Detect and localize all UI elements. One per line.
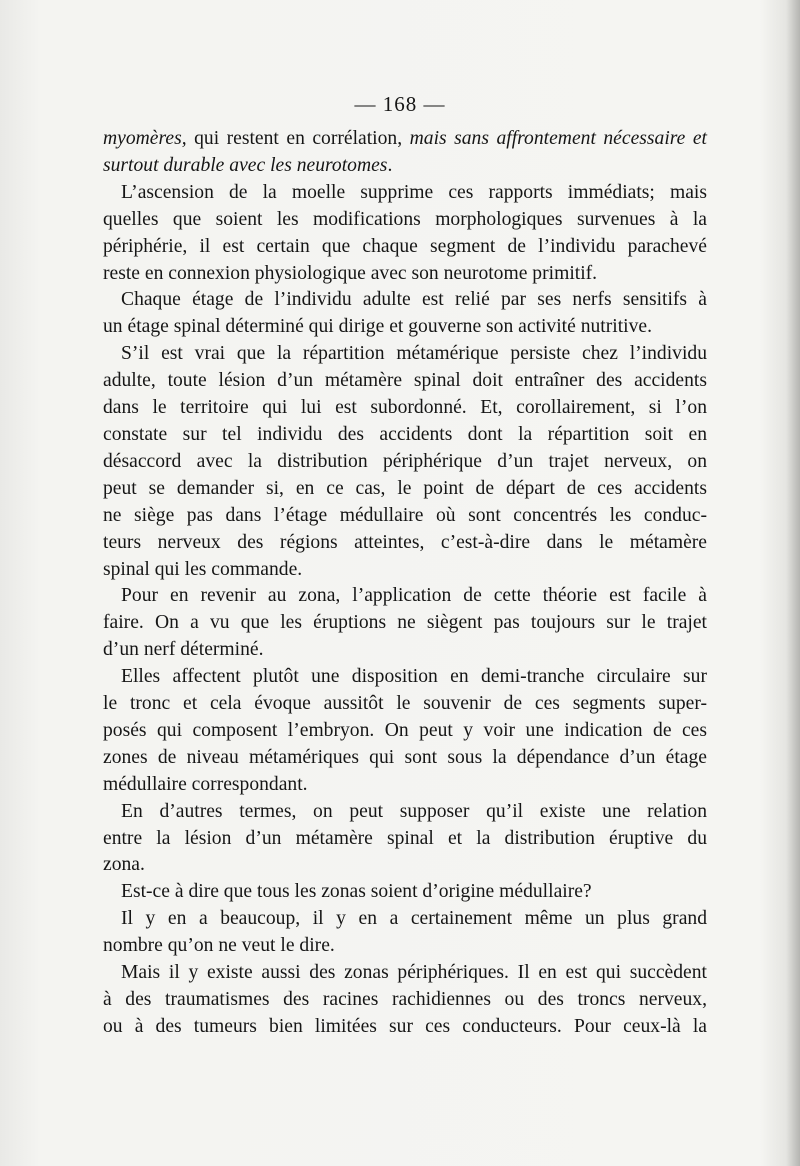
text-segment: L’ascension de la moelle supprime ces rapports immédiats; mais	[121, 181, 707, 203]
text-segment: Elles affectent plutôt une disposition en demi-tranche circulaire sur	[121, 666, 707, 688]
page-number: — 168 —	[354, 92, 446, 116]
text-line	[103, 449, 707, 476]
italic-segment: myomères,	[103, 128, 187, 149]
text-line	[103, 799, 707, 826]
text-segment: S’il est vrai que la répartition métamérique persiste chez l’individu	[121, 343, 707, 365]
text-segment: reste en connexion physiologique avec son neurotome primitif.	[103, 262, 598, 284]
text-segment: constate sur tel individu des accidents dont la répartition soit en	[103, 423, 707, 445]
text-line	[103, 1014, 707, 1041]
text-segment: Il y en a beaucoup, il y en a certainement même un plus grand	[121, 908, 707, 930]
text-segment: dans le territoire qui lui est subordonné. Et, corollairement, si l’on	[103, 397, 707, 419]
text-line	[103, 610, 707, 637]
text-line	[103, 422, 707, 449]
text-segment: zones de niveau métamériques qui sont sous la dépendance d’un étage	[103, 746, 707, 768]
text-line	[103, 557, 707, 584]
text-segment: quelles que soient les modifications morphologiques survenues à la	[103, 208, 707, 230]
text-segment: entre la lésion d’un métamère spinal et la distribution éruptive du	[103, 827, 707, 849]
text-line	[103, 368, 707, 395]
text-segment: à des traumatismes des racines rachidiennes ou des troncs nerveux,	[103, 989, 707, 1010]
text-line	[103, 503, 707, 530]
text-segment: Chaque étage de l’individu adulte est relié par ses nerfs sensitifs à	[121, 289, 707, 311]
text-segment: d’un nerf déterminé.	[103, 639, 264, 661]
text-line	[103, 314, 707, 341]
text-segment: médullaire correspondant.	[103, 773, 308, 795]
text-line	[103, 987, 707, 1014]
text-segment: posés qui composent l’embryon. On peut y voir une indication de ces	[103, 719, 707, 741]
text-line	[103, 852, 707, 879]
text-line	[103, 718, 707, 745]
text-line	[103, 772, 707, 799]
page-edge-shadow	[786, 0, 800, 1166]
text-segment: adulte, toute lésion d’un métamère spinal doit entraîner des accidents	[103, 370, 707, 392]
text-line	[103, 341, 707, 368]
text-line	[103, 664, 707, 691]
text-line	[103, 153, 707, 180]
text-line	[103, 745, 707, 772]
text-line	[103, 287, 707, 314]
text-segment: ou à des tumeurs bien limitées sur ces conducteurs. Pour ceux-là la	[103, 1015, 707, 1037]
text-line	[103, 126, 707, 153]
text-line	[103, 261, 707, 288]
text-segment: ne siège pas dans l’étage médullaire où sont concentrés les conduc-	[103, 504, 707, 526]
text-segment: Mais il y existe aussi des zonas périphériques. Il en est qui succèdent	[121, 962, 707, 984]
text-line	[103, 180, 707, 207]
text-segment: qui restent en corrélation,	[186, 128, 410, 149]
text-segment: teurs nerveux des régions atteintes, c’est-à-dire dans le métamère	[103, 531, 707, 553]
text-line	[103, 906, 707, 933]
text-segment: zona.	[103, 854, 145, 876]
text-segment: périphérie, il est certain que chaque segment de l’individu parachevé	[103, 235, 707, 257]
text-segment: Pour en revenir au zona, l’application de cette théorie est facile à	[121, 585, 707, 607]
text-segment: En d’autres termes, on peut supposer qu’il existe une relation	[121, 800, 707, 822]
text-segment: peut se demander si, en ce cas, le point de départ de ces accidents	[103, 477, 707, 499]
text-line	[103, 530, 707, 557]
text-line	[103, 207, 707, 234]
text-line	[103, 933, 707, 960]
text-segment: nombre qu’on ne veut le dire.	[103, 935, 335, 957]
text-line	[103, 879, 707, 906]
italic-segment: surtout durable avec les neurotomes	[103, 154, 388, 176]
text-segment: le tronc et cela évoque aussitôt le souvenir de ces segments super-	[103, 693, 707, 715]
body-text	[103, 126, 707, 1041]
text-line	[103, 637, 707, 664]
italic-segment: mais sans affrontement nécessaire et	[409, 128, 707, 149]
text-line	[103, 476, 707, 503]
text-line	[103, 583, 707, 610]
text-segment: Est-ce à dire que tous les zonas soient d’origine médullaire?	[121, 881, 592, 903]
text-segment: .	[387, 154, 393, 176]
text-line	[103, 826, 707, 853]
text-line	[103, 960, 707, 987]
text-line	[103, 395, 707, 422]
text-segment: spinal qui les commande.	[103, 558, 303, 580]
text-segment: désaccord avec la distribution périphérique d’un trajet nerveux, on	[103, 450, 707, 472]
text-segment: un étage spinal déterminé qui dirige et gouverne son activité nutritive.	[103, 316, 652, 338]
text-line	[103, 691, 707, 718]
text-line	[103, 234, 707, 261]
text-segment: faire. On a vu que les éruptions ne siègent pas toujours sur le trajet	[103, 612, 707, 634]
